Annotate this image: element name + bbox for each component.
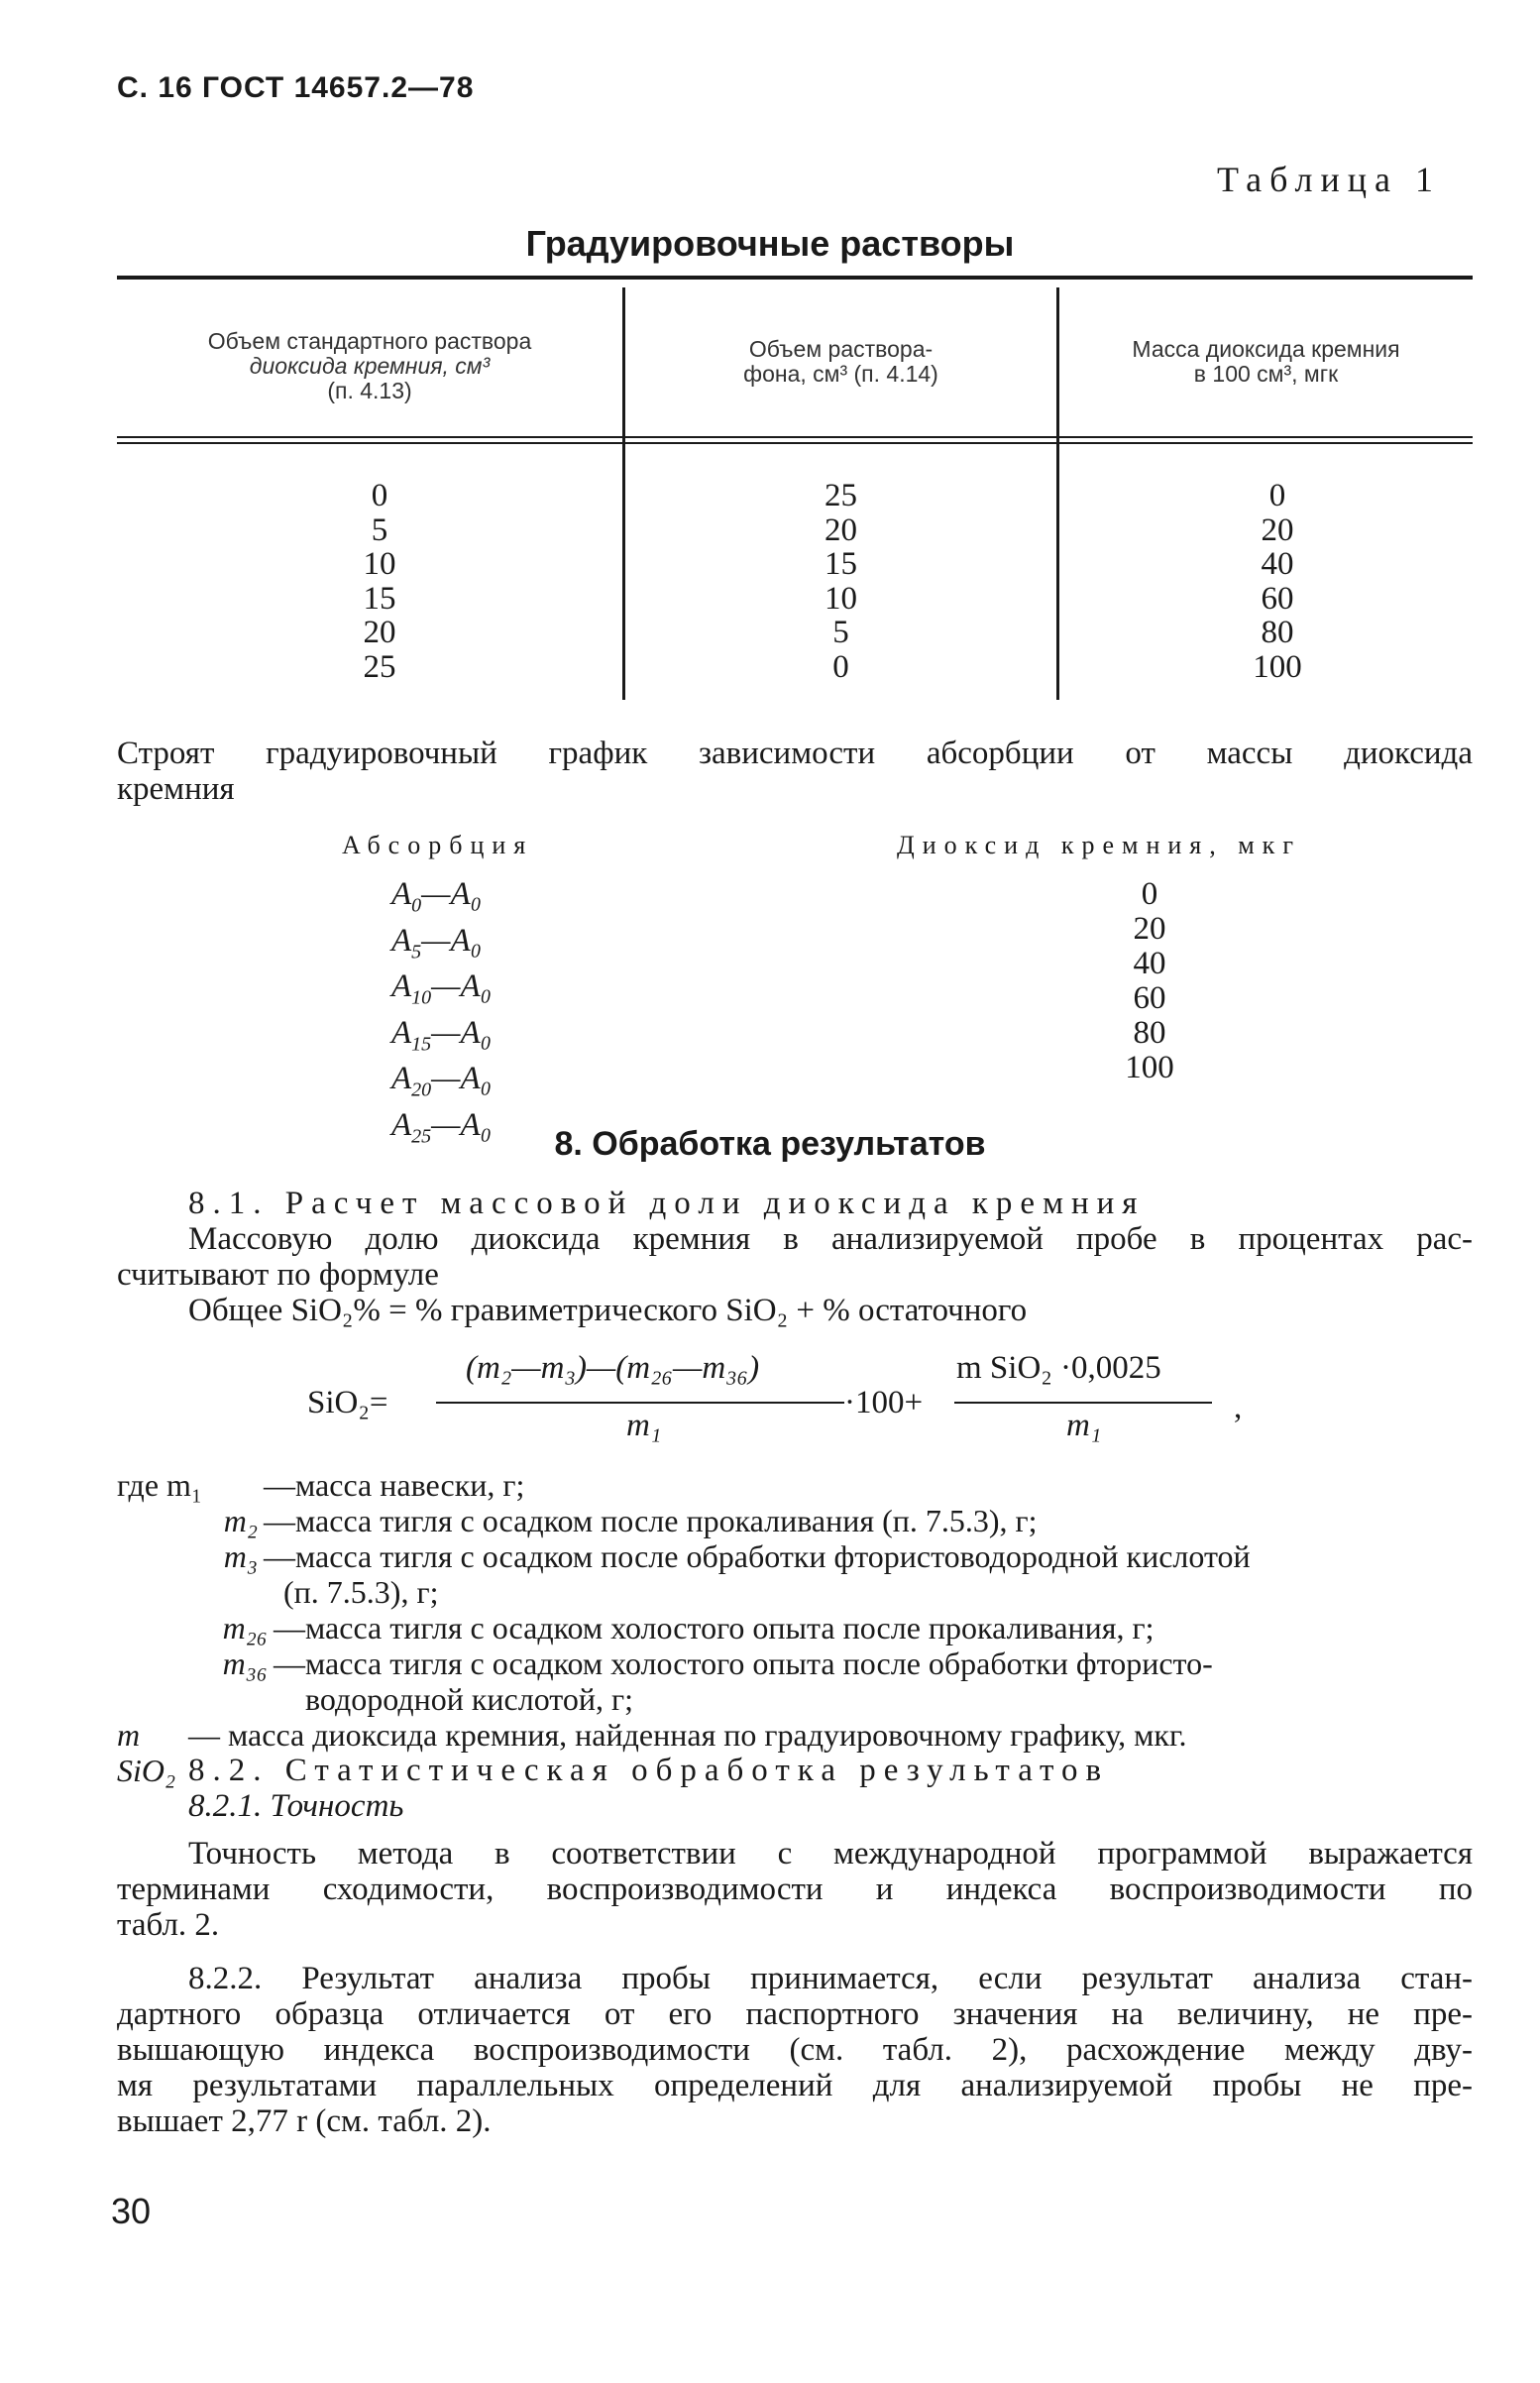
p82-title: 8.2. Статистическая обработка результатов [188,1753,1110,1788]
table-cell: 15 [363,580,396,617]
p821-line1: Точность метода в соответствии с международной программой выражается [188,1836,1473,1872]
list-item: 80 [1133,1015,1166,1051]
formula-frac-line-2 [954,1402,1212,1404]
table-cell: 80 [1261,615,1294,650]
formula-frac-line-1 [436,1402,844,1404]
list-item: (п. 7.5.3), г; [283,1574,439,1610]
where-list [117,1467,1473,1788]
table-header-col2: Объем раствора- фона, см³ (п. 4.14) [743,336,938,387]
p822-line2: дартного образца отличается от его паспортного значения на величину, не пре- [117,1996,1473,2032]
graph-text-line2: кремния [117,771,235,807]
table-label: Таблица 1 [1217,160,1441,199]
table-col3-values [1059,479,1495,684]
table-cell: 0 [371,478,388,513]
table-header-rule-1 [117,436,1473,438]
list-item: 0 [1141,876,1158,912]
table-col1-values [117,479,642,684]
page-number: 30 [111,2191,152,2231]
formula-den1: m₁ [626,1408,662,1443]
p821-line2: терминами сходимости, воспроизводимости и индекса воспроизводимости по [117,1872,1473,1907]
page-header: С. 16 ГОСТ 14657.2—78 [117,71,475,104]
table-cell: 25 [825,478,857,513]
list-item: $A_{25}—A_0$ [391,1106,493,1148]
list-item: $A_0—A_0$ [391,876,483,917]
table-header-col3: Масса диоксида кремния в 100 см³, мгк [1132,336,1400,387]
table-cell: 10 [825,580,857,617]
formula-lhs: SiO₂= [307,1385,388,1420]
table-header-col1: Объем стандартного раствора диоксида кремния, см³ (п. 4.13) [207,328,532,403]
table-title: Градуировочные растворы [525,223,1015,264]
abs-list-left [391,877,492,1155]
graph-text-line1: Строят градуировочный график зависимости абсорбции от массы диоксида [117,736,1473,771]
table-header-rule-2 [117,442,1473,444]
list-item: 60 [1133,980,1166,1016]
formula-tail: , [1234,1390,1243,1425]
p81-title: 8.1. Расчет массовой доли диоксида кремния [188,1186,1146,1221]
list-item: m₂₆ —масса тигля с осадком холостого опыта после прокаливания, г; [222,1610,1155,1645]
table-cell: 15 [825,546,857,582]
list-item: m₂ —масса тигля с осадком после прокаливания (п. 7.5.3), г; [223,1503,1038,1538]
list-item: $A_{10}—A_0$ [391,968,493,1009]
list-item: $A_5—A_0$ [391,922,483,964]
table-cell: 0 [832,648,849,685]
p81-text-line1: Массовую долю диоксида кремния в анализируемой пробе в процентах рас- [188,1221,1473,1257]
list-item: m₃ —масса тигля с осадком после обработки фтористоводородной кислотой [223,1538,1251,1574]
table-cell: 0 [1268,478,1286,513]
table-cell: 20 [825,511,857,548]
table-col2-values [625,479,1056,684]
p81-general: Общее SiO₂% = % гравиметрического SiO₂ + % остаточного [188,1293,1028,1328]
p822-line4: мя результатами параллельных определений для анализируемой пробы не пре- [117,2068,1473,2103]
table-cell: 5 [371,511,388,548]
list-item: водородной кислотой, г; [305,1681,633,1717]
formula-mid: ·100+ [844,1385,924,1420]
list-item: $A_{20}—A_0$ [391,1061,493,1101]
p822-line1: 8.2.2. Результат анализа пробы принимается, если результат анализа стан- [188,1961,1473,1996]
list-item: где m₁ —масса навески, г; [117,1467,525,1503]
p821-line3: табл. 2. [117,1907,220,1943]
table-cell: 60 [1261,580,1294,617]
list-item: m₃₆ —масса тигля с осадком холостого опыта после обработки фтористо- [222,1645,1213,1681]
list-item: 20 [1133,911,1166,947]
table-cell: 20 [363,615,396,650]
list-item: 40 [1133,946,1166,981]
table-cell: 10 [363,546,396,582]
formula-den2: m₁ [1066,1408,1102,1443]
table-cell: 5 [832,615,849,650]
p822-line5: вышает 2,77 r (см. табл. 2). [117,2103,492,2139]
list-item: 100 [1125,1050,1174,1085]
section-8-title: 8. Обработка результатов [554,1125,986,1163]
abs-head-right: Диоксид кремния, мкг [897,831,1301,859]
abs-head-left: Абсорбция [342,831,534,859]
p81-text-line2: считывают по формуле [117,1257,439,1293]
p822-line3: вышающую индекса воспроизводимости (см. табл. 2), расхождение между дву- [117,2032,1473,2068]
table-cell: 20 [1261,511,1294,548]
table-cell: 25 [363,648,396,685]
table-cell: 100 [1253,648,1302,685]
table-top-rule [117,276,1473,280]
table-cell: 40 [1261,546,1294,582]
list-item: m SiO₂ — масса диоксида кремния, найденная по градуировочному графику, мкг. [117,1717,1187,1788]
abs-list-right [1090,877,1209,1085]
list-item: $A_{15}—A_0$ [391,1014,493,1056]
formula-num1: (m₂—m₃)—(m₂₆—m₃₆) [466,1350,760,1386]
formula-num2: m SiO₂ ·0,0025 [956,1350,1161,1386]
p821-title: 8.2.1. Точность [188,1788,404,1824]
